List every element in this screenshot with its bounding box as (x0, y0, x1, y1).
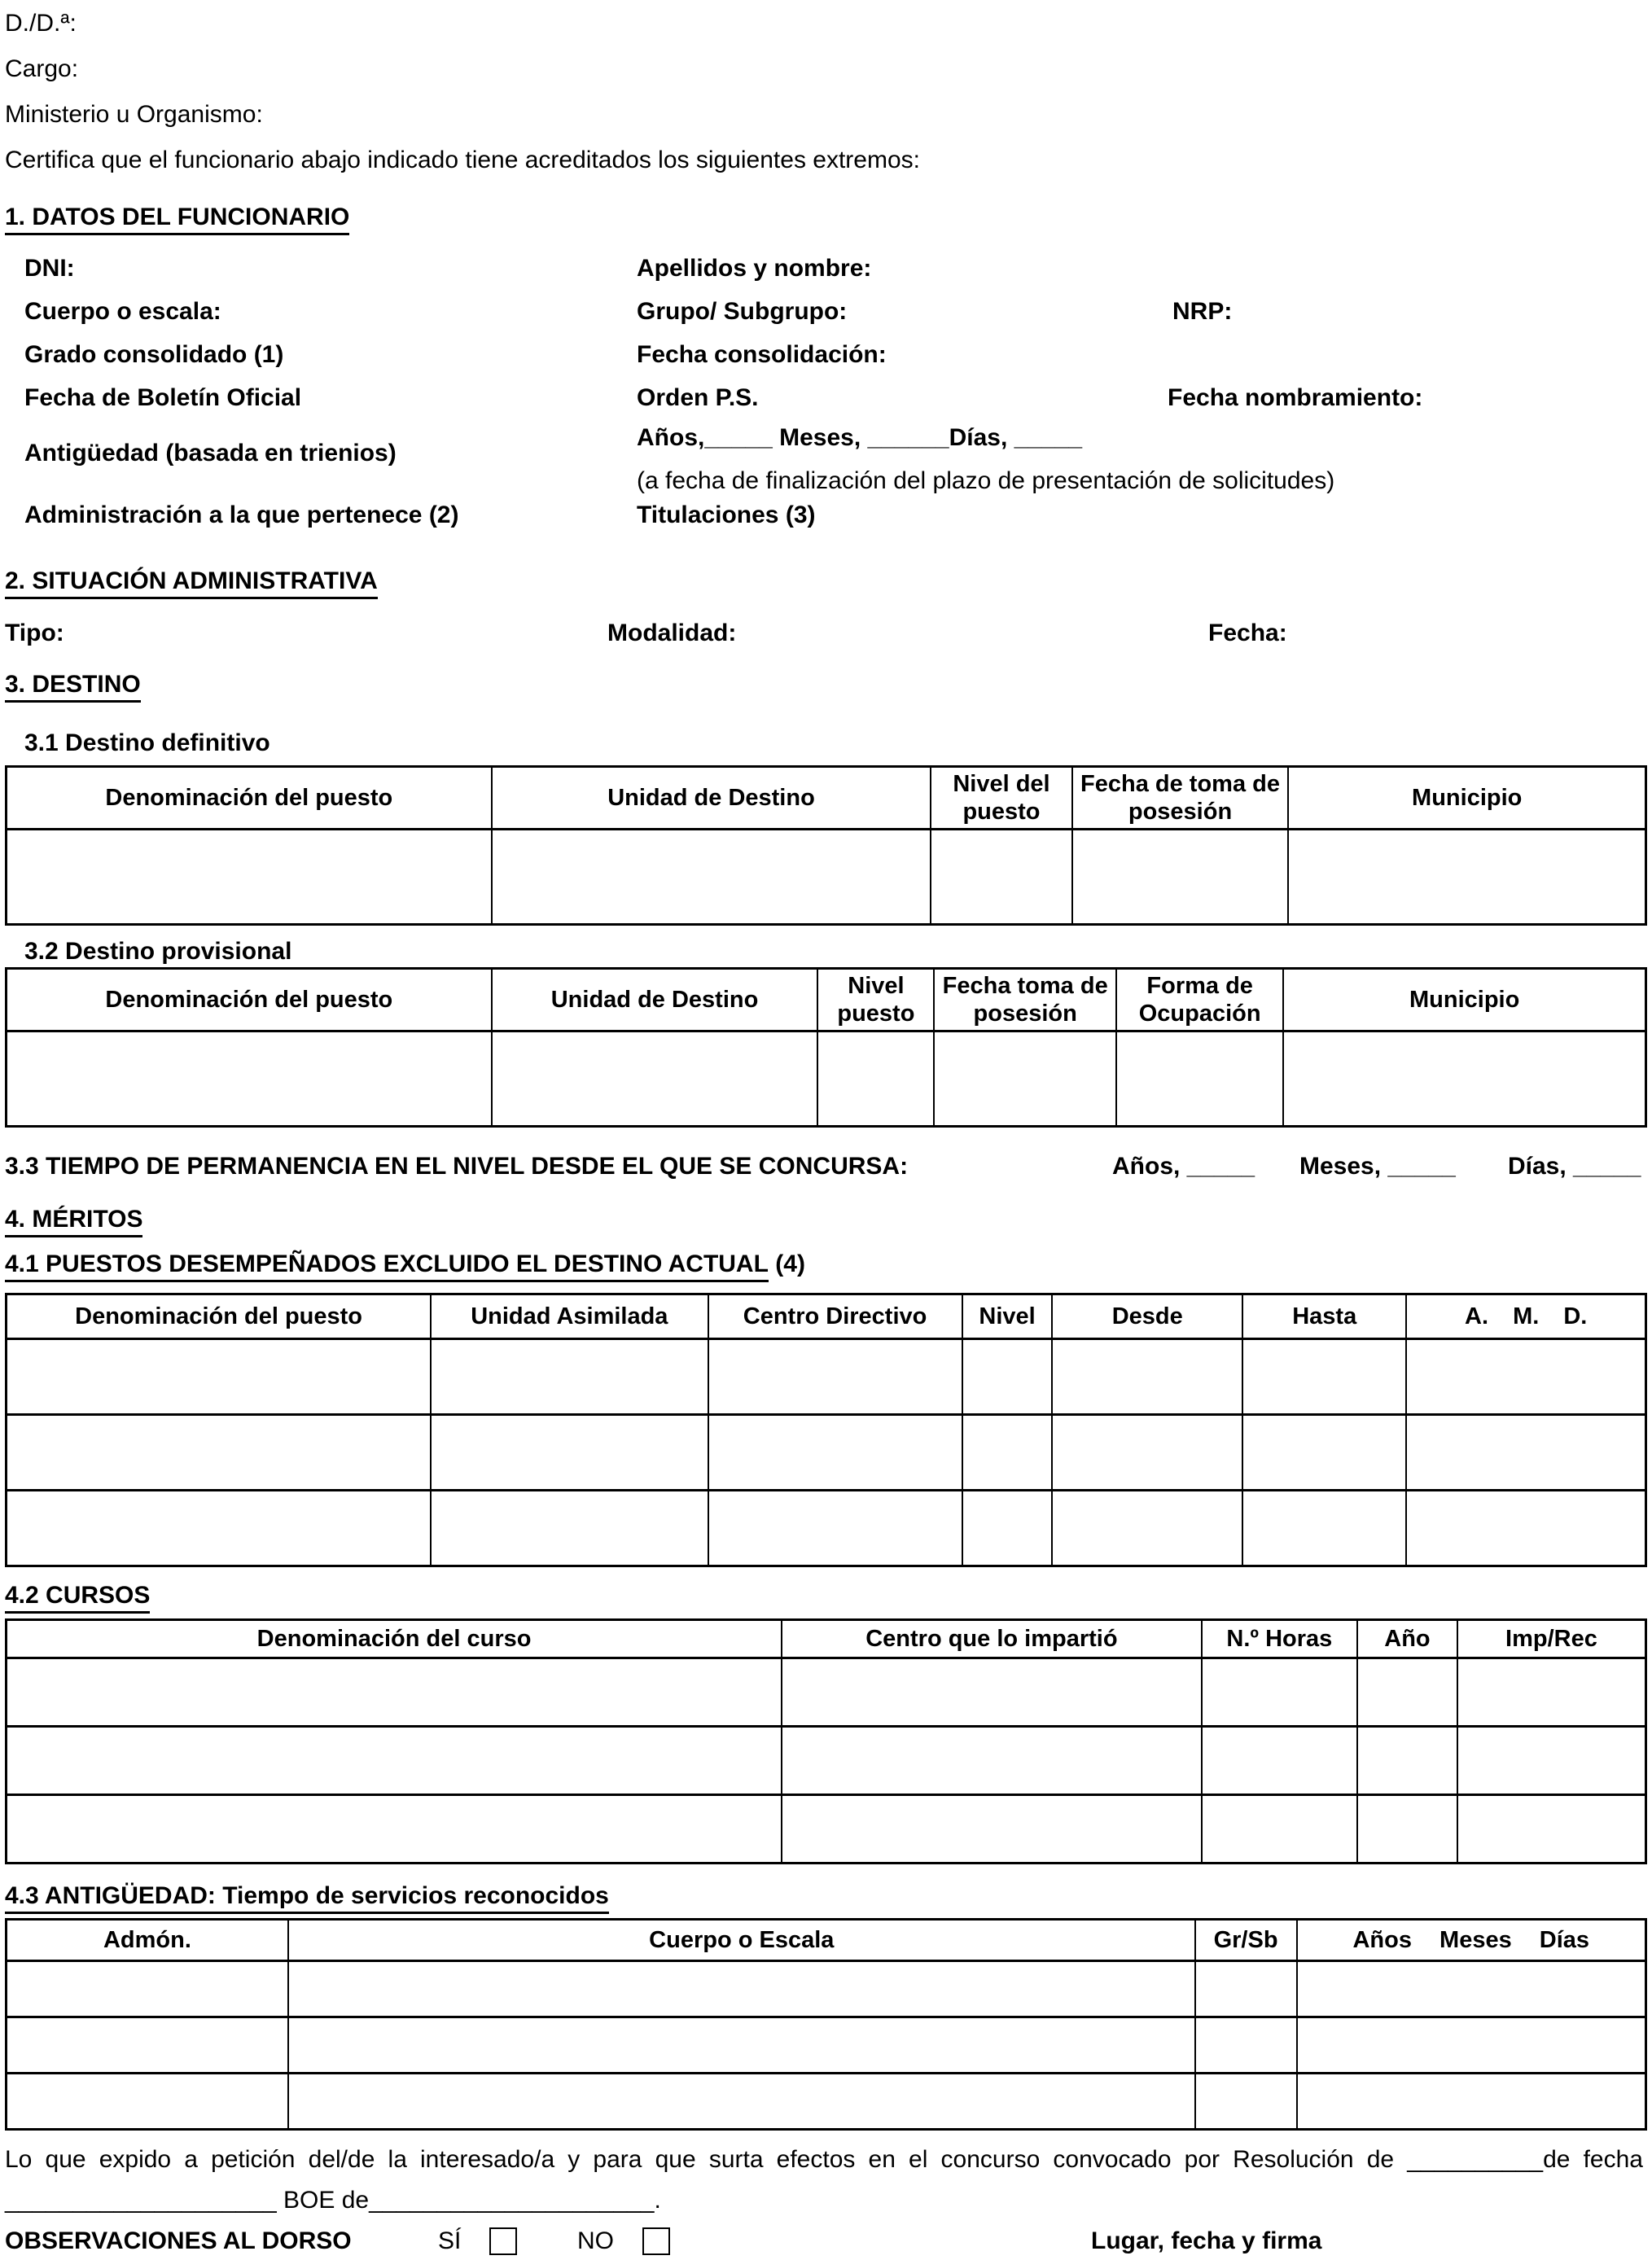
closing-paragraph-line2: ____________________ BOE de_____________________. (5, 2187, 661, 2214)
column-header: N.º Horas (1202, 1620, 1357, 1658)
column-header: A. M. D. (1406, 1294, 1645, 1339)
empty-cell (1242, 1339, 1406, 1415)
empty-cell (7, 1491, 432, 1566)
section41-title-suffix: (4) (775, 1250, 805, 1277)
section2-title-text: 2. SITUACIÓN ADMINISTRATIVA (5, 567, 378, 599)
empty-cell (7, 1415, 432, 1491)
section4-title-text: 4. MÉRITOS (5, 1206, 142, 1237)
table-row (7, 1491, 1646, 1566)
empty-cell (1457, 1795, 1646, 1864)
checkbox-no[interactable] (642, 2227, 670, 2255)
table-destino-definitivo (5, 765, 1647, 926)
section33-anos: Años, _____ (1112, 1153, 1255, 1180)
table-destino-provisional (5, 967, 1647, 1128)
field-label-tipo: Tipo: (5, 620, 64, 646)
column-header: Denominación del puesto (7, 1294, 432, 1339)
field-label-administracion: Administración a la que pertenece (2) (24, 501, 459, 528)
empty-cell (1072, 830, 1289, 925)
column-header: Fecha toma de posesión (934, 969, 1116, 1031)
empty-cell (1116, 1031, 1283, 1127)
field-label-modalidad: Modalidad: (607, 620, 737, 646)
empty-cell (7, 1961, 288, 2017)
empty-cell (1195, 1961, 1297, 2017)
section42-title-text: 4.2 CURSOS (5, 1582, 150, 1614)
column-header: Forma de Ocupación (1116, 969, 1283, 1031)
column-header: Municipio (1283, 969, 1645, 1031)
column-header: Cuerpo o Escala (288, 1920, 1195, 1961)
column-header: Años Meses Días (1297, 1920, 1646, 1961)
empty-cell (1052, 1339, 1242, 1415)
antiguedad-values-line: Años,_____ Meses, ______Días, _____ (637, 424, 1083, 451)
section1-title-text: 1. DATOS DEL FUNCIONARIO (5, 204, 349, 235)
section41-title (5, 1250, 805, 1282)
table-row (7, 1658, 1646, 1727)
field-label-fecha-nombramiento: Fecha nombramiento: (1168, 384, 1423, 411)
section1-title (5, 204, 349, 235)
column-header: Año (1357, 1620, 1457, 1658)
table-row (7, 1415, 1646, 1491)
empty-cell (1052, 1491, 1242, 1566)
empty-cell (492, 830, 931, 925)
empty-cell (782, 1727, 1202, 1795)
empty-cell (962, 1339, 1053, 1415)
empty-cell (7, 1727, 782, 1795)
certifica-line: Certifica que el funcionario abajo indicado tiene acreditados los siguientes extremos: (5, 147, 920, 173)
empty-cell (1283, 1031, 1645, 1127)
empty-cell (7, 1339, 432, 1415)
section3-title (5, 671, 141, 703)
field-label-antiguedad: Antigüedad (basada en trienios) (24, 440, 397, 466)
antiguedad-note: (a fecha de finalización del plazo de presentación de solicitudes) (637, 467, 1335, 494)
section33-meses: Meses, _____ (1299, 1153, 1456, 1180)
empty-cell (1202, 1795, 1357, 1864)
empty-cell (1202, 1727, 1357, 1795)
column-header: Desde (1052, 1294, 1242, 1339)
table-row (7, 1961, 1646, 2017)
closing-paragraph-line1: Lo que expido a petición del/de la interesado/a y para que surta efectos en el concurso convocado por Resolución de __________de fecha (5, 2146, 1643, 2173)
field-label-cuerpo: Cuerpo o escala: (24, 298, 221, 325)
column-header: Denominación del puesto (7, 969, 492, 1031)
column-header: Nivel (962, 1294, 1053, 1339)
cargo-line: Cargo: (5, 55, 79, 82)
section3-title-text: 3. DESTINO (5, 671, 141, 703)
empty-cell (7, 2017, 288, 2074)
empty-cell (1052, 1415, 1242, 1491)
column-header: Hasta (1242, 1294, 1406, 1339)
empty-cell (431, 1415, 708, 1491)
field-label-grupo: Grupo/ Subgrupo: (637, 298, 848, 325)
empty-cell (288, 2074, 1195, 2130)
empty-cell (1297, 2074, 1646, 2130)
empty-cell (708, 1415, 962, 1491)
table-puestos-desempenados (5, 1293, 1647, 1567)
empty-cell (708, 1491, 962, 1566)
empty-cell (7, 1658, 782, 1727)
empty-cell (1288, 830, 1645, 925)
empty-cell (708, 1339, 962, 1415)
observaciones-label: OBSERVACIONES AL DORSO (5, 2227, 352, 2254)
column-header: Fecha de toma de posesión (1072, 767, 1289, 830)
no-label: NO (577, 2227, 614, 2254)
field-label-apellidos: Apellidos y nombre: (637, 255, 872, 282)
empty-cell (1202, 1658, 1357, 1727)
column-header: Admón. (7, 1920, 288, 1961)
empty-cell (931, 830, 1071, 925)
empty-cell (1242, 1491, 1406, 1566)
column-header: Gr/Sb (1195, 1920, 1297, 1961)
field-label-titulaciones: Titulaciones (3) (637, 501, 816, 528)
field-label-grado: Grado consolidado (1) (24, 341, 284, 368)
field-label-fecha-consolidacion: Fecha consolidación: (637, 341, 887, 368)
empty-cell (1195, 2074, 1297, 2130)
table-row (7, 2074, 1646, 2130)
empty-cell (1406, 1339, 1645, 1415)
empty-cell (431, 1491, 708, 1566)
column-header: Denominación del curso (7, 1620, 782, 1658)
table-row (7, 2017, 1646, 2074)
lugar-fecha-firma-label: Lugar, fecha y firma (1091, 2227, 1322, 2254)
empty-cell (962, 1415, 1053, 1491)
section41-title-text: 4.1 PUESTOS DESEMPEÑADOS EXCLUIDO EL DESTINO ACTUAL (5, 1250, 769, 1282)
column-header: Nivel puesto (817, 969, 934, 1031)
section2-title (5, 567, 378, 599)
column-header: Denominación del puesto (7, 767, 492, 830)
field-label-orden-ps: Orden P.S. (637, 384, 759, 411)
column-header: Centro que lo impartió (782, 1620, 1202, 1658)
section33-dias: Días, _____ (1508, 1153, 1641, 1180)
empty-cell (817, 1031, 934, 1127)
table-row (7, 1795, 1646, 1864)
empty-cell (1406, 1491, 1645, 1566)
field-label-fecha-boletin: Fecha de Boletín Oficial (24, 384, 302, 411)
empty-cell (288, 2017, 1195, 2074)
column-header: Municipio (1288, 767, 1645, 830)
section33-label: 3.3 TIEMPO DE PERMANENCIA EN EL NIVEL DESDE EL QUE SE CONCURSA: (5, 1153, 909, 1180)
empty-cell (782, 1795, 1202, 1864)
empty-cell (1297, 1961, 1646, 2017)
empty-cell (1357, 1658, 1457, 1727)
empty-cell (1457, 1658, 1646, 1727)
column-header: Nivel del puesto (931, 767, 1071, 830)
empty-cell (1195, 2017, 1297, 2074)
column-header: Unidad de Destino (492, 969, 818, 1031)
empty-cell (934, 1031, 1116, 1127)
section4-title (5, 1206, 142, 1237)
checkbox-si[interactable] (489, 2227, 517, 2255)
empty-cell (1242, 1415, 1406, 1491)
table-cursos (5, 1618, 1647, 1864)
column-header: Imp/Rec (1457, 1620, 1646, 1658)
si-label: SÍ (438, 2227, 462, 2254)
empty-cell (962, 1491, 1053, 1566)
column-header: Centro Directivo (708, 1294, 962, 1339)
empty-cell (431, 1339, 708, 1415)
empty-cell (288, 1961, 1195, 2017)
addressee-line: D./D.ª: (5, 10, 77, 37)
table-antiguedad-servicios (5, 1918, 1647, 2131)
empty-cell (1357, 1795, 1457, 1864)
column-header: Unidad Asimilada (431, 1294, 708, 1339)
table-row (7, 1727, 1646, 1795)
empty-cell (492, 1031, 818, 1127)
column-header: Unidad de Destino (492, 767, 931, 830)
empty-cell (1457, 1727, 1646, 1795)
section31-title: 3.1 Destino definitivo (24, 729, 270, 756)
section42-title (5, 1582, 150, 1614)
empty-cell (1406, 1415, 1645, 1491)
empty-cell (7, 830, 492, 925)
section43-title (5, 1882, 609, 1914)
empty-cell (7, 1031, 492, 1127)
field-label-nrp: NRP: (1172, 298, 1233, 325)
table-row (7, 830, 1646, 925)
empty-cell (1357, 1727, 1457, 1795)
section43-title-text: 4.3 ANTIGÜEDAD: Tiempo de servicios reconocidos (5, 1882, 609, 1914)
empty-cell (7, 2074, 288, 2130)
empty-cell (1297, 2017, 1646, 2074)
section32-title: 3.2 Destino provisional (24, 938, 292, 965)
table-row (7, 1339, 1646, 1415)
empty-cell (7, 1795, 782, 1864)
field-label-fecha: Fecha: (1208, 620, 1287, 646)
field-label-dni: DNI: (24, 255, 75, 282)
empty-cell (782, 1658, 1202, 1727)
ministerio-line: Ministerio u Organismo: (5, 101, 263, 128)
table-row (7, 1031, 1646, 1127)
